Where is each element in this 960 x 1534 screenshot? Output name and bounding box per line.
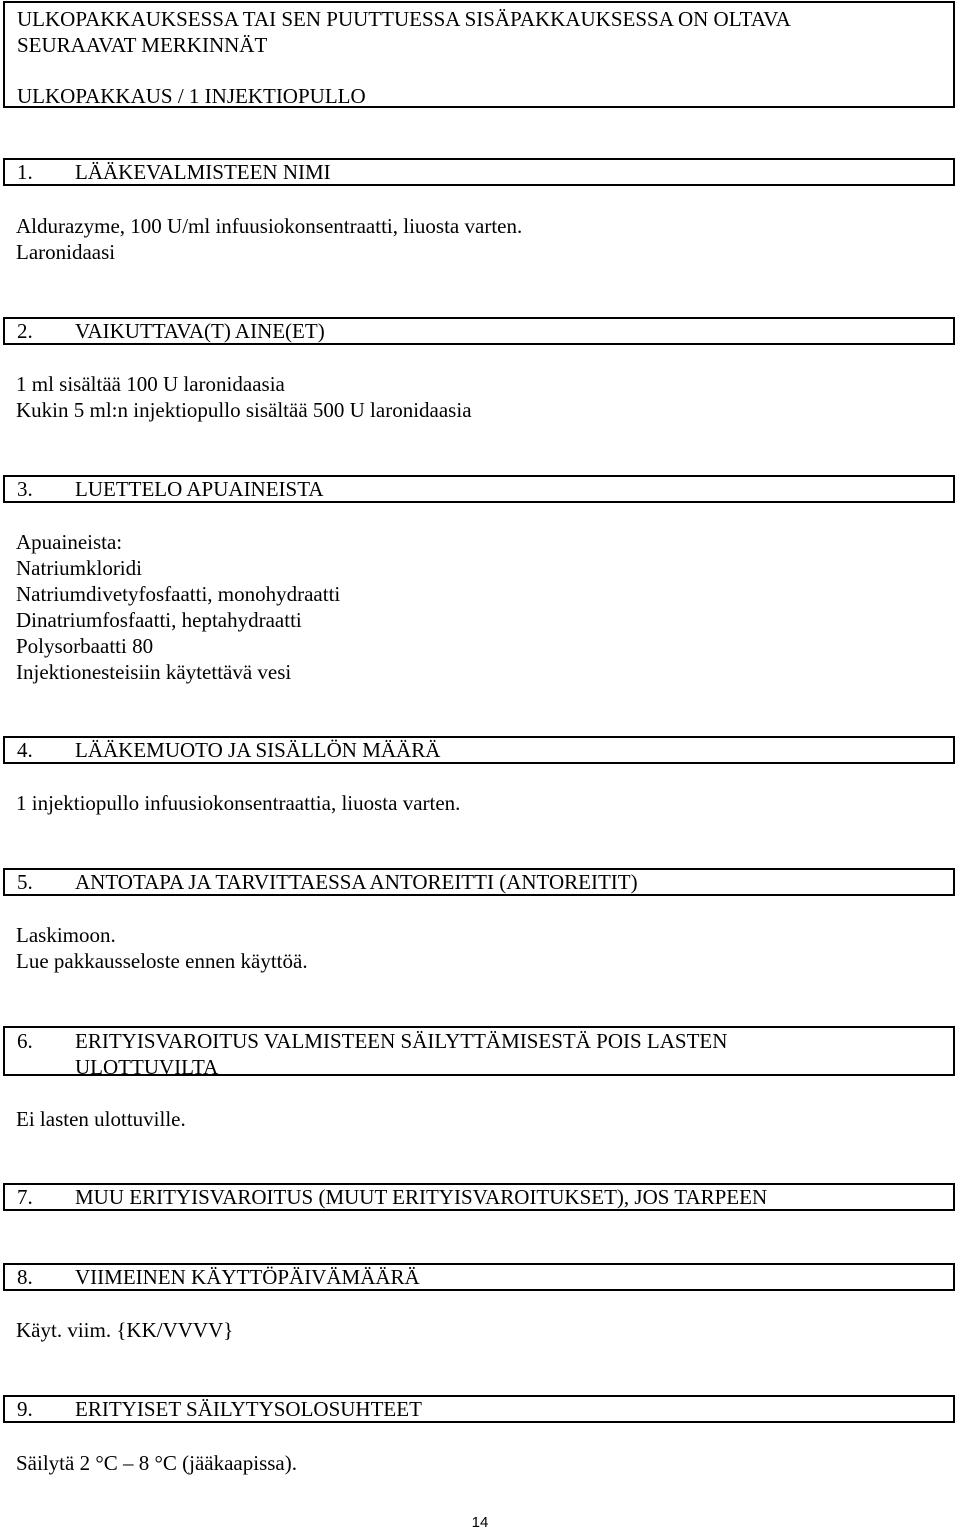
section-4-heading <box>3 736 955 764</box>
section-1-line: Aldurazyme, 100 U/ml infuusiokonsentraatti, liuosta varten. <box>16 214 523 238</box>
section-3-heading <box>3 475 955 503</box>
section-number: 6. <box>17 1029 33 1053</box>
section-2-line: Kukin 5 ml:n injektiopullo sisältää 500 U laronidaasia <box>16 398 472 422</box>
section-3-line: Natriumkloridi <box>16 556 142 580</box>
section-number: 4. <box>17 738 33 762</box>
section-3-line: Apuaineista: <box>16 530 123 554</box>
section-2-heading <box>3 317 955 345</box>
section-title: ERITYISET SÄILYTYSOLOSUHTEET <box>75 1397 422 1421</box>
section-8-line: Käyt. viim. {KK/VVVV} <box>16 1318 234 1342</box>
header-title-line-1: ULKOPAKKAUKSESSA TAI SEN PUUTTUESSA SISÄPAKKAUKSESSA ON OLTAVA <box>17 7 791 31</box>
section-number: 3. <box>17 477 33 501</box>
section-title: LÄÄKEVALMISTEEN NIMI <box>75 160 331 184</box>
section-2-line: 1 ml sisältää 100 U laronidaasia <box>16 372 285 396</box>
section-title: ANTOTAPA JA TARVITTAESSA ANTOREITTI (ANTOREITIT) <box>75 870 638 894</box>
section-title: LÄÄKEMUOTO JA SISÄLLÖN MÄÄRÄ <box>75 738 441 762</box>
section-3-line: Natriumdivetyfosfaatti, monohydraatti <box>16 582 341 606</box>
section-title-line-2: ULOTTUVILTA <box>75 1055 219 1079</box>
section-3-line: Dinatriumfosfaatti, heptahydraatti <box>16 608 302 632</box>
section-5-line: Lue pakkausseloste ennen käyttöä. <box>16 949 308 973</box>
section-title: LUETTELO APUAINEISTA <box>75 477 324 501</box>
section-8-heading <box>3 1263 955 1291</box>
section-3-line: Injektionesteisiin käytettävä vesi <box>16 660 292 684</box>
section-7-heading <box>3 1183 955 1211</box>
section-6-line: Ei lasten ulottuville. <box>16 1107 186 1131</box>
section-number: 1. <box>17 160 33 184</box>
page-number: 14 <box>471 1514 489 1531</box>
section-title: VAIKUTTAVA(T) AINE(ET) <box>75 319 325 343</box>
section-9-line: Säilytä 2 °C – 8 °C (jääkaapissa). <box>16 1451 297 1475</box>
header-packaging-type: ULKOPAKKAUS / 1 INJEKTIOPULLO <box>17 84 366 108</box>
section-title-line-1: ERITYISVAROITUS VALMISTEEN SÄILYTTÄMISESTÄ POIS LASTEN <box>75 1029 728 1053</box>
section-title: MUU ERITYISVAROITUS (MUUT ERITYISVAROITUKSET), JOS TARPEEN <box>75 1185 768 1209</box>
section-5-line: Laskimoon. <box>16 923 116 947</box>
labelling-header-box <box>3 1 955 108</box>
section-number: 8. <box>17 1265 33 1289</box>
section-1-line: Laronidaasi <box>16 240 116 264</box>
header-title-line-2: SEURAAVAT MERKINNÄT <box>17 33 268 57</box>
section-number: 2. <box>17 319 33 343</box>
section-9-heading <box>3 1395 955 1423</box>
section-6-heading <box>3 1026 955 1079</box>
section-1-heading <box>3 158 955 186</box>
section-5-heading <box>3 868 955 896</box>
section-3-line: Polysorbaatti 80 <box>16 634 154 658</box>
section-number: 9. <box>17 1397 33 1421</box>
section-4-line: 1 injektiopullo infuusiokonsentraattia, liuosta varten. <box>16 791 461 815</box>
section-number: 5. <box>17 870 33 894</box>
section-number: 7. <box>17 1185 33 1209</box>
section-title: VIIMEINEN KÄYTTÖPÄIVÄMÄÄRÄ <box>75 1265 420 1289</box>
